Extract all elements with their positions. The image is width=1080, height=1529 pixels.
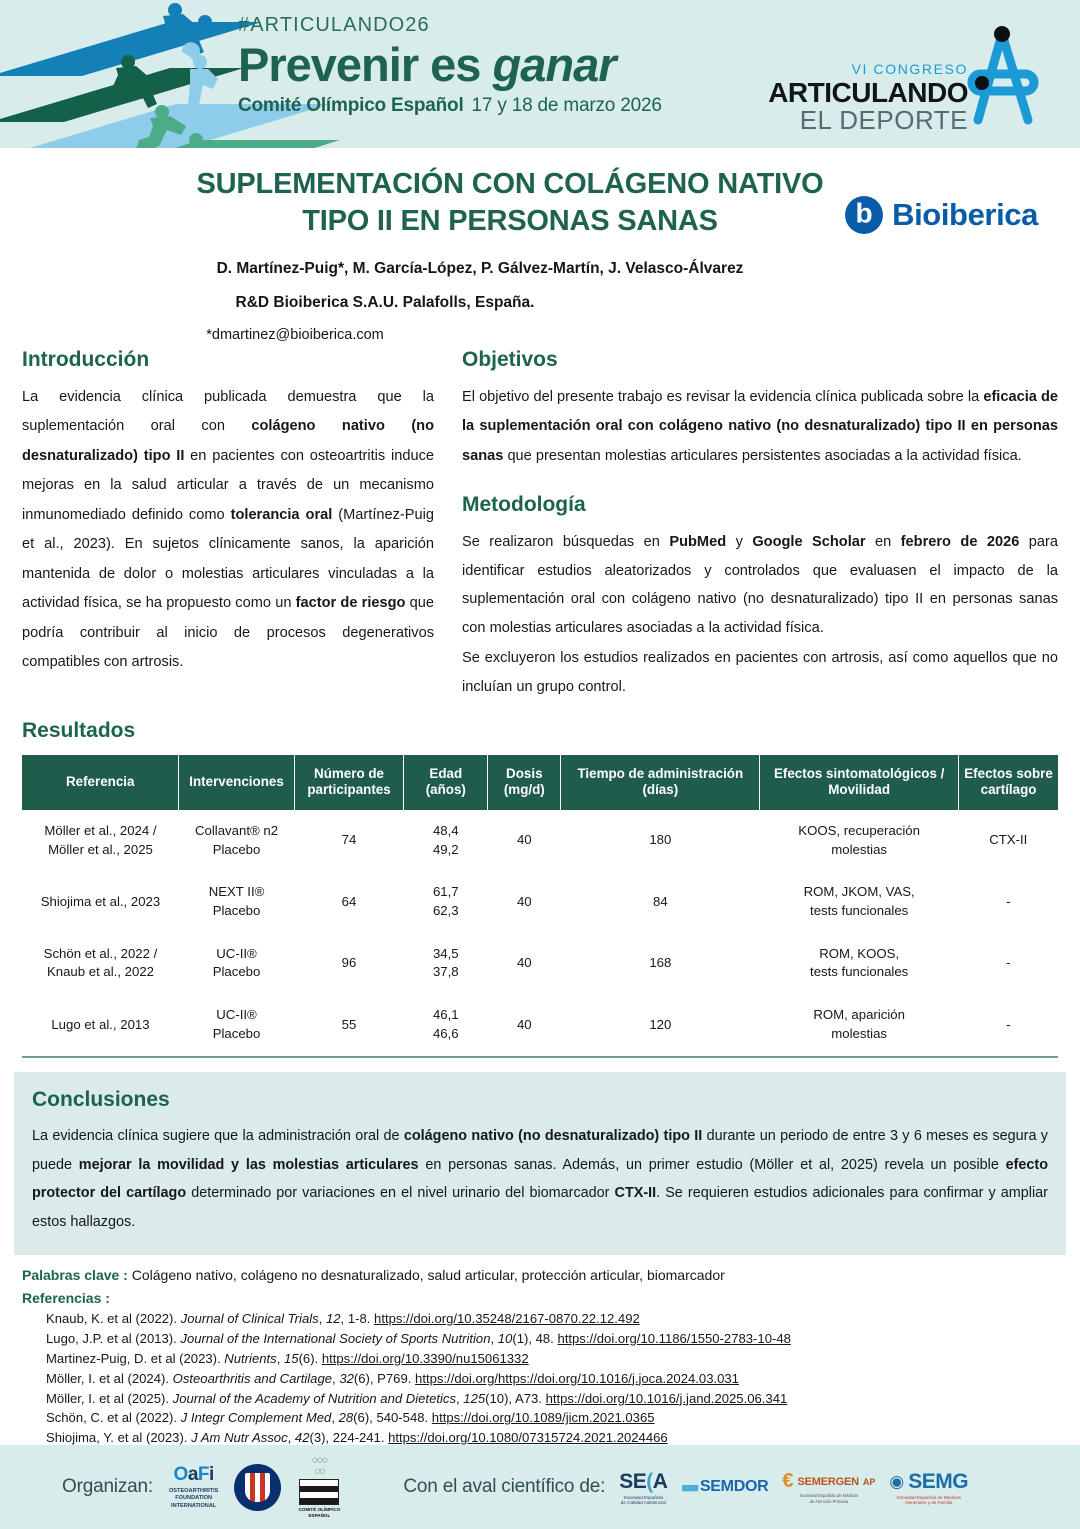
page-title-line-2: TIPO II EN PERSONAS SANAS	[302, 205, 718, 238]
reference-item[interactable]: Lugo, J.P. et al (2013). Journal of the International Society of Sports Nutrition, 10(1), 48. https://doi.org/10.1186/1550-2783-10-48	[46, 1330, 791, 1346]
semg-logo	[889, 1470, 968, 1505]
keywords-label: Palabras clave :	[22, 1266, 128, 1283]
congress-name-primary: ARTICULANDO	[768, 77, 968, 108]
keywords-value: Colágeno nativo, colágeno no desnaturalizado, salud articular, protección articular, biomarcador	[131, 1266, 725, 1283]
results-table-body	[22, 810, 1058, 1057]
keywords-references-section	[0, 1255, 1080, 1448]
seca-wordmark: SE(A	[619, 1469, 668, 1493]
cell-participantes: 74	[294, 810, 404, 871]
section-heading-introduccion: Introducción	[22, 348, 150, 371]
banner-text-block	[238, 14, 758, 117]
cell-intervenciones: UC-II® Placebo	[179, 994, 294, 1056]
event-date: 17 y 18 de marzo 2026	[471, 95, 662, 117]
semg-row	[889, 1470, 968, 1494]
cell-efectos: ROM, JKOM, VAS, tests funcionales	[760, 871, 959, 932]
articulando-a-icon	[766, 12, 1066, 140]
cell-tiempo: 168	[561, 933, 760, 994]
table-column-header-1: Intervenciones	[179, 755, 294, 810]
congress-name-secondary: EL DEPORTE	[799, 105, 968, 135]
section-heading-conclusiones: Conclusiones	[32, 1087, 170, 1111]
cell-cartilago: -	[959, 933, 1058, 994]
cell-dosis: 40	[488, 810, 561, 871]
organizan-label: Organizan:	[62, 1476, 153, 1497]
cell-edad: 61,7 62,3	[404, 871, 488, 932]
semg-tagline: Sociedad Española de Médicos Generales y de Familia	[896, 1494, 961, 1505]
cell-edad: 34,5 37,8	[404, 933, 488, 994]
section-heading-metodologia: Metodología	[462, 493, 586, 517]
cell-tiempo: 180	[561, 810, 760, 871]
event-hashtag: #ARTICULANDO26	[238, 14, 430, 36]
table-column-header-4: Dosis (mg/d)	[488, 755, 561, 810]
semergen-tagline: Sociedad Española de Médicos de Atención Primaria	[799, 1493, 859, 1504]
cell-dosis: 40	[488, 871, 561, 932]
semergen-wordmark: SEMERGEN	[797, 1475, 859, 1488]
semergen-mark-icon: €	[782, 1470, 794, 1493]
metodologia-text-p2: Se excluyeron los estudios realizados en pacientes con artrosis, así como aquellos que no incluían un grupo control.	[462, 650, 1058, 695]
content-columns	[0, 348, 1080, 701]
reference-item[interactable]: Möller, I. et al (2024). Osteoarthritis and Cartilage, 32(6), P769. https://doi.org/https://doi.org/10.1016/j.joca.2024.03.031	[46, 1370, 739, 1386]
seca-tagline: Sociedad Española de Calidad Asistencial	[620, 1494, 666, 1505]
cell-intervenciones: NEXT II® Placebo	[179, 871, 294, 932]
semergen-ap-label: AP	[862, 1476, 876, 1487]
cell-cartilago: -	[959, 871, 1058, 932]
cell-tiempo: 84	[561, 871, 760, 932]
keywords-line	[22, 1267, 1058, 1283]
event-organizer: Comité Olímpico Español	[238, 95, 464, 117]
reference-item[interactable]: Möller, I. et al (2025). Journal of the Academy of Nutrition and Dietetics, 125(10), A73. https://doi.org/10.1016/j.jand.2025.06.341	[46, 1390, 788, 1406]
bioiberica-logo	[845, 196, 1038, 234]
endorsers-block	[403, 1470, 968, 1505]
table-column-header-6: Efectos sintomatológicos / Movilidad	[760, 755, 959, 810]
oafi-logo	[169, 1464, 218, 1510]
semdor-mark-icon: ■■■	[681, 1479, 696, 1495]
metodologia-text-p1: Se realizaron búsquedas en PubMed y Google Scholar en febrero de 2026 para identificar estudios aleatorizados y controlados que evaluasen el impacto de la suplementación oral con colágeno nativo (no desnaturalizado) tipo II en personas sanas con molestias articulares asociadas a la actividad física.	[462, 534, 1059, 636]
oafi-tagline: OSTEOARTHRITIS FOUNDATION INTERNATIONAL	[168, 1488, 219, 1509]
organizers-block	[62, 1455, 341, 1519]
conclusiones-box	[14, 1072, 1066, 1255]
cell-edad: 46,1 46,6	[404, 994, 488, 1056]
event-subtitle	[238, 95, 758, 117]
semdor-wordmark: SEMDOR	[699, 1478, 769, 1495]
cell-intervenciones: UC-II® Placebo	[179, 933, 294, 994]
table-header-row	[22, 755, 1058, 810]
table-row	[22, 871, 1058, 932]
semg-wordmark: SEMG	[908, 1469, 969, 1493]
coe-flag-icon	[299, 1479, 339, 1505]
conclusiones-text: La evidencia clínica sugiere que la administración oral de colágeno nativo (no desnaturalizado) tipo II durante un periodo de entre 3 y 6 meses es segura y puede mejorar la movilidad y las molestias articulares en personas sanas. Además, un primer estudio (Möller et al, 2025) revela un posible efecto protector del cartílago determinado por variaciones en el nivel urinario del biomarcador CTX-II. Se requieren estudios adicionales para confirmar y ampliar estos hallazgos.	[32, 1127, 1048, 1231]
reference-item[interactable]: Shiojima, Y. et al (2023). J Am Nutr Assoc, 42(3), 224-241. https://doi.org/10.1080/07315724.2021.2024466	[46, 1430, 668, 1446]
author-list: D. Martínez-Puig*, M. García-López, P. Gálvez-Martín, J. Velasco-Álvarez	[216, 260, 744, 278]
semergen-logo	[782, 1470, 875, 1504]
congress-banner	[0, 0, 1080, 148]
slogan-part-2: ganar	[492, 38, 616, 91]
reference-item[interactable]: Schön, C. et al (2022). J Integr Complement Med, 28(6), 540-548. https://doi.org/10.1089/jicm.2021.0365	[46, 1410, 655, 1426]
cell-efectos: ROM, aparición molestias	[760, 994, 959, 1056]
table-row	[22, 810, 1058, 871]
bioiberica-mark-icon	[845, 196, 883, 234]
cell-participantes: 96	[294, 933, 404, 994]
semdor-logo	[681, 1478, 768, 1496]
cell-intervenciones: Collavant® n2 Placebo	[179, 810, 294, 871]
cell-tiempo: 120	[561, 994, 760, 1056]
cell-referencia: Schön et al., 2022 / Knaub et al., 2022	[22, 933, 179, 994]
section-heading-objetivos: Objetivos	[462, 348, 558, 371]
atletico-shield-icon	[244, 1472, 271, 1503]
references-label: Referencias :	[22, 1289, 110, 1306]
introduccion-text: La evidencia clínica publicada demuestra que la suplementación oral con colágeno nativo (no desnaturalizado) tipo II en pacientes con osteoartritis induce mejoras en la salud articular a través de un mecanismo inmunomediado definido como tolerancia oral (Martínez-Puig et al., 2023). En sujetos clínicamente sanos, la aparición mantenida de dolor o molestias articulares vinculadas a la actividad física, se ha propuesto como un factor de riesgo que podría contribuir al inicio de procesos degenerativos compatibles con artrosis.	[22, 389, 435, 671]
table-column-header-0: Referencia	[22, 755, 179, 810]
aval-label: Con el aval científico de:	[403, 1476, 606, 1497]
reference-item[interactable]: Martinez-Puig, D. et al (2023). Nutrients, 15(6). https://doi.org/10.3390/nu15061332	[46, 1350, 529, 1366]
section-heading-resultados: Resultados	[22, 719, 136, 743]
cell-referencia: Möller et al., 2024 / Möller et al., 2025	[22, 810, 179, 871]
olympic-rings-icon: ◌◌◌ ◌◌	[311, 1455, 327, 1478]
slogan-part-1: Prevenir es	[238, 38, 493, 91]
right-column	[462, 348, 1058, 701]
coe-caption: COMITÉ OLÍMPICO ESPAÑOL	[298, 1507, 341, 1518]
cell-participantes: 64	[294, 871, 404, 932]
semergen-row	[782, 1470, 875, 1493]
comite-olimpico-espanol-logo	[297, 1455, 341, 1519]
results-table-header	[22, 755, 1058, 810]
cell-referencia: Lugo et al., 2013	[22, 994, 179, 1056]
event-slogan	[238, 38, 758, 91]
results-table	[22, 755, 1058, 1058]
cell-edad: 48,4 49,2	[404, 810, 488, 871]
table-column-header-5: Tiempo de administración (días)	[561, 755, 760, 810]
results-section	[0, 719, 1080, 1058]
affiliation: R&D Bioiberica S.A.U. Palafolls, España.	[235, 294, 535, 312]
table-column-header-7: Efectos sobre cartílago	[959, 755, 1058, 810]
table-row	[22, 933, 1058, 994]
table-column-header-3: Edad (años)	[404, 755, 488, 810]
cell-referencia: Shiojima et al., 2023	[22, 871, 179, 932]
cell-efectos: KOOS, recuperación molestias	[760, 810, 959, 871]
cell-cartilago: CTX-II	[959, 810, 1058, 871]
congress-edition: VI CONGRESO	[851, 61, 968, 77]
table-column-header-2: Número de participantes	[294, 755, 404, 810]
table-row	[22, 994, 1058, 1056]
paper-title-block	[0, 148, 1080, 348]
cell-participantes: 55	[294, 994, 404, 1056]
bioiberica-wordmark: Bioiberica	[892, 197, 1038, 232]
seca-logo	[619, 1470, 667, 1505]
page-title-line-1: SUPLEMENTACIÓN CON COLÁGENO NATIVO	[196, 168, 824, 200]
poster-footer	[0, 1445, 1080, 1529]
objetivos-text: El objetivo del presente trabajo es revisar la evidencia clínica publicada sobre la eficacia de la suplementación oral con colágeno nativo (no desnaturalizado) tipo II en personas sanas que presentan molestias articulares persistentes asociadas a la actividad física.	[462, 389, 1059, 464]
reference-item[interactable]: Knaub, K. et al (2022). Journal of Clinical Trials, 12, 1-8. https://doi.org/10.35248/2167-0870.22.12.492	[46, 1310, 640, 1326]
cell-dosis: 40	[488, 933, 561, 994]
oafi-wordmark: OaFi	[173, 1464, 214, 1486]
contact-email: *dmartinez@bioiberica.com	[206, 327, 384, 344]
cell-cartilago: -	[959, 994, 1058, 1056]
cell-efectos: ROM, KOOS, tests funcionales	[760, 933, 959, 994]
cell-dosis: 40	[488, 994, 561, 1056]
left-column	[22, 348, 434, 701]
references-list	[22, 1309, 1058, 1448]
atletico-madrid-logo	[234, 1464, 281, 1511]
semg-mark-icon: ◉	[889, 1471, 905, 1491]
